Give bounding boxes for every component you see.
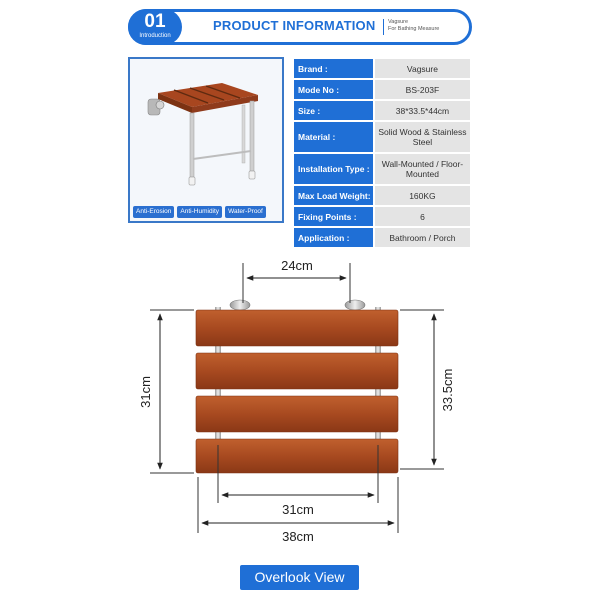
dimension-bottom-inner-label: 31cm — [282, 502, 314, 517]
tag-anti-humidity: Anti-Humidity — [177, 206, 222, 218]
overlook-diagram — [0, 245, 600, 565]
dimension-left-label: 31cm — [138, 376, 153, 408]
tag-water-proof: Water-Proof — [225, 206, 266, 218]
spec-value: 38*33.5*44cm — [373, 101, 470, 120]
spec-row-size — [294, 101, 470, 120]
section-number: 01 — [144, 11, 166, 32]
spec-key: Installation Type : — [294, 154, 373, 184]
tag-anti-erosion: Anti-Erosion — [133, 206, 174, 218]
spec-key: Application : — [294, 228, 373, 247]
spec-value: 6 — [373, 207, 470, 226]
spec-value: Wall-Mounted / Floor-Mounted — [373, 154, 470, 184]
header-brand — [388, 19, 439, 33]
overlook-view-button[interactable]: Overlook View — [240, 565, 359, 590]
product-image-box — [128, 57, 284, 223]
dimension-top-label: 24cm — [281, 258, 313, 273]
spec-key: Max Load Weight: — [294, 186, 373, 205]
section-number-badge — [128, 9, 182, 45]
spec-row-brand — [294, 59, 470, 78]
spec-value: Solid Wood & Stainless Steel — [373, 122, 470, 152]
spec-value: BS-203F — [373, 80, 470, 99]
section-subtitle: Introduction — [139, 33, 171, 39]
dimension-right-label: 33.5cm — [440, 368, 455, 412]
spec-value: Bathroom / Porch — [373, 228, 470, 247]
product-feature-tags — [133, 206, 266, 218]
header-brand-line1: Vagsure — [388, 19, 409, 25]
spec-key: Fixing Points : — [294, 207, 373, 226]
spec-key: Size : — [294, 101, 373, 120]
spec-row-max-load — [294, 186, 470, 205]
product-image — [130, 59, 282, 199]
spec-table — [294, 57, 470, 249]
header-brand-line2: For Bathing Measure — [388, 26, 440, 32]
dimension-bottom-outer-label: 38cm — [282, 529, 314, 544]
spec-row-model — [294, 80, 470, 99]
header-divider — [383, 19, 384, 35]
spec-key: Mode No : — [294, 80, 373, 99]
spec-row-fixing-points — [294, 207, 470, 226]
spec-key: Material : — [294, 122, 373, 152]
spec-value: Vagsure — [373, 59, 470, 78]
spec-row-installation — [294, 154, 470, 184]
spec-row-material — [294, 122, 470, 152]
spec-key: Brand : — [294, 59, 373, 78]
section-header — [128, 9, 472, 45]
spec-value: 160KG — [373, 186, 470, 205]
section-title: PRODUCT INFORMATION — [213, 18, 376, 33]
